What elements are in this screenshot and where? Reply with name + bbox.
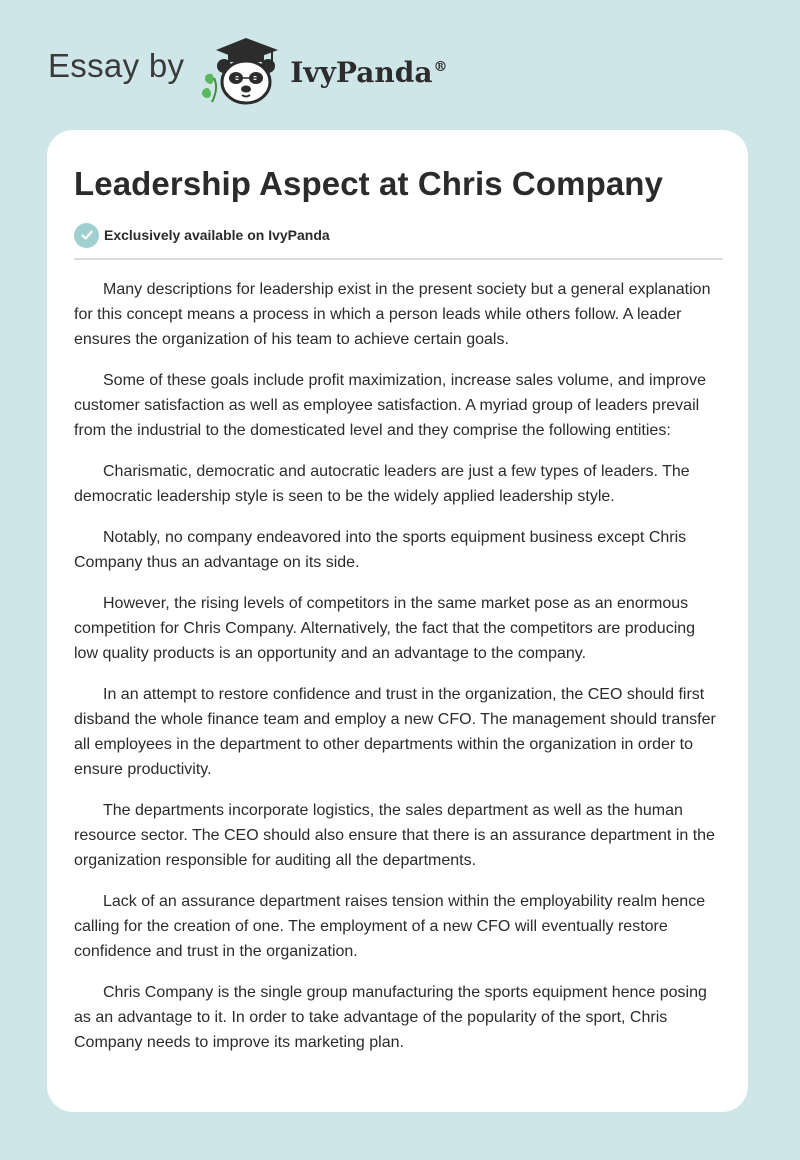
page-title: Leadership Aspect at Chris Company: [74, 165, 663, 202]
check-circle-icon: [74, 223, 99, 248]
paragraph: Some of these goals include profit maximization, increase sales volume, and improve customer satisfaction as well as employee satisfaction. A myriad group of leaders prevail from the industrial to the domesticated level and they comprise the following entities:: [74, 372, 706, 439]
paragraph: Notably, no company endeavored into the sports equipment business except Chris Company thus an advantage on its side.: [74, 529, 687, 571]
exclusive-badge: [74, 222, 722, 248]
paragraph: However, the rising levels of competitors in the same market pose as an enormous competition for Chris Company. Alternatively, the fact that the competitors are producing low quality products is an opportunity and an advantage to the company.: [74, 595, 696, 662]
paragraph: Chris Company is the single group manufacturing the sports equipment hence posing as an advantage to it. In order to take advantage of the popularity of the sport, Chris Company needs to improve its marketing plan.: [74, 984, 707, 1051]
brand-prefix: Essay by: [48, 47, 185, 84]
panda-graduation-cap-icon: [198, 34, 284, 106]
paragraph: Charismatic, democratic and autocratic leaders are just a few types of leaders. The democratic leadership style is seen to be the widely applied leadership style.: [74, 463, 690, 505]
divider: [74, 258, 723, 260]
brand-header[interactable]: [48, 34, 447, 106]
essay-card: [47, 130, 748, 1112]
brand-name: [290, 56, 447, 89]
paragraph: In an attempt to restore confidence and trust in the organization, the CEO should first disband the whole finance team and employ a new CFO. The management should transfer all employees in the department to other departments within the organization in order to ensure productivity.: [74, 686, 716, 778]
paragraph: The departments incorporate logistics, the sales department as well as the human resource sector. The CEO should also ensure that there is an assurance department in the organization responsible for auditing all the departments.: [74, 802, 715, 869]
essay-body: [74, 277, 722, 1055]
brand-name-text: IvyPanda: [290, 55, 433, 89]
registered-mark: ®: [433, 59, 448, 76]
paragraph: Many descriptions for leadership exist in the present society but a general explanation for this concept means a process in which a person leads while others follow. A leader ensures the organization of his team to achieve certain goals.: [74, 281, 711, 348]
paragraph: Lack of an assurance department raises tension within the employability realm hence calling for the creation of one. The employment of a new CFO will eventually restore confidence and trust in the organization.: [74, 893, 706, 960]
badge-label: Exclusively available on IvyPanda: [104, 227, 330, 243]
